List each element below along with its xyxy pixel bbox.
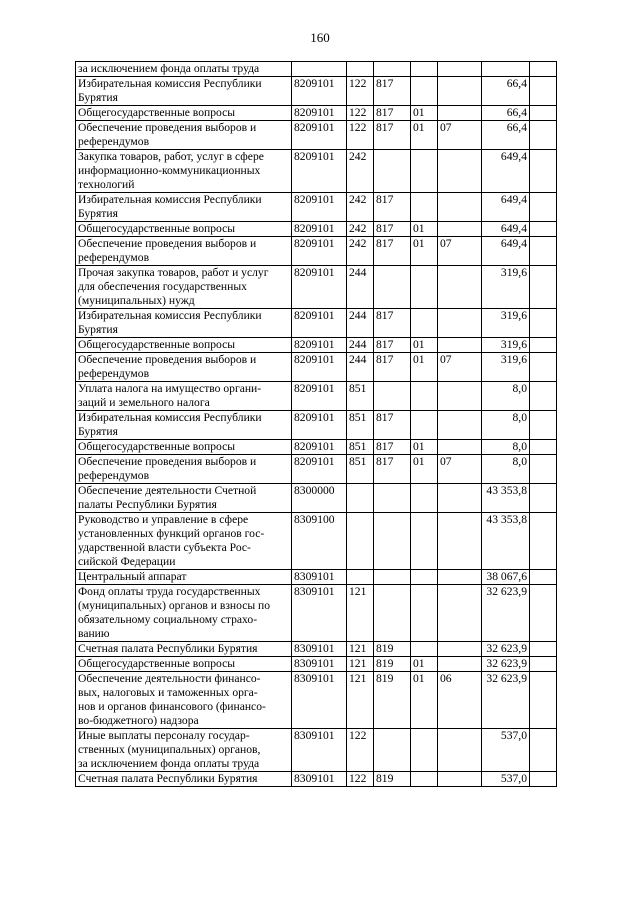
row-csr-cell: 8209101 [292, 150, 347, 193]
row-pr-cell [438, 484, 482, 513]
row-pr-cell: 07 [438, 121, 482, 150]
row-rz-cell [411, 77, 438, 106]
table-row [76, 440, 557, 455]
row-sum-cell: 319,6 [482, 353, 530, 382]
row-name-line: обязательному социальному страхо- [78, 613, 258, 626]
row-rz-cell [411, 642, 438, 657]
row-name-line: Общегосударственные вопросы [78, 222, 236, 235]
row-name-line: Избирательная комиссия Республики [78, 411, 262, 424]
row-rz-cell [411, 193, 438, 222]
row-name-line: референдумов [78, 135, 150, 148]
row-name-line: нов и органов финансового (финансо- [78, 700, 266, 713]
row-name-line: Фонд оплаты труда государственных [78, 585, 261, 598]
row-rz-cell: 01 [411, 222, 438, 237]
row-name-line: Центральный аппарат [78, 570, 187, 583]
row-grbs-cell: 817 [374, 309, 411, 338]
row-extra-cell [530, 729, 557, 772]
row-vr-cell: 244 [347, 266, 374, 309]
table-body [76, 62, 557, 787]
row-name-line: технологий [78, 178, 135, 191]
row-grbs-cell: 819 [374, 672, 411, 729]
row-name-line: Общегосударственные вопросы [78, 106, 236, 119]
row-name-line: Обеспечение проведения выборов и [78, 237, 257, 250]
row-vr-cell: 242 [347, 222, 374, 237]
row-name-cell [76, 222, 292, 237]
row-sum-cell: 32 623,9 [482, 642, 530, 657]
row-grbs-cell [374, 266, 411, 309]
table-row [76, 570, 557, 585]
row-csr-cell: 8209101 [292, 237, 347, 266]
row-name-cell [76, 237, 292, 266]
row-name-line: во-бюджетного) надзора [78, 714, 199, 727]
row-vr-cell: 122 [347, 121, 374, 150]
row-vr-cell: 242 [347, 193, 374, 222]
row-extra-cell [530, 106, 557, 121]
row-csr-cell: 8209101 [292, 121, 347, 150]
row-extra-cell [530, 382, 557, 411]
row-vr-cell [347, 484, 374, 513]
row-name-line: ванию [78, 627, 110, 640]
row-grbs-cell [374, 585, 411, 642]
row-name-cell [76, 585, 292, 642]
row-rz-cell: 01 [411, 440, 438, 455]
row-sum-cell: 319,6 [482, 338, 530, 353]
row-extra-cell [530, 484, 557, 513]
table-row [76, 77, 557, 106]
row-extra-cell [530, 455, 557, 484]
row-csr-cell: 8309101 [292, 672, 347, 729]
row-name-cell [76, 440, 292, 455]
row-name-cell [76, 657, 292, 672]
row-extra-cell [530, 440, 557, 455]
row-name-line: Избирательная комиссия Республики [78, 193, 262, 206]
row-name-line: Уплата налога на имущество органи- [78, 382, 262, 395]
table-row [76, 455, 557, 484]
row-rz-cell [411, 570, 438, 585]
row-csr-cell: 8309101 [292, 772, 347, 787]
row-name-line: информационно-коммуникационных [78, 164, 261, 177]
row-name-cell [76, 570, 292, 585]
row-sum-cell: 32 623,9 [482, 672, 530, 729]
row-name-cell [76, 266, 292, 309]
row-name-cell [76, 106, 292, 121]
row-csr-cell: 8209101 [292, 266, 347, 309]
page-number: 160 [310, 30, 330, 45]
row-csr-cell: 8309101 [292, 657, 347, 672]
row-vr-cell: 122 [347, 729, 374, 772]
row-sum-cell: 66,4 [482, 77, 530, 106]
row-name-cell [76, 77, 292, 106]
row-vr-cell: 851 [347, 455, 374, 484]
row-name-line: (муниципальных) органов и взносы по [78, 599, 271, 612]
row-pr-cell: 06 [438, 672, 482, 729]
row-name-cell [76, 382, 292, 411]
row-csr-cell: 8209101 [292, 193, 347, 222]
row-pr-cell [438, 106, 482, 121]
row-name-line: ственных (муниципальных) органов, [78, 743, 261, 756]
row-name-line: Счетная палата Республики Бурятия [78, 772, 258, 785]
table-row [76, 309, 557, 338]
row-sum-cell: 649,4 [482, 222, 530, 237]
row-csr-cell: 8209101 [292, 455, 347, 484]
row-rz-cell [411, 513, 438, 570]
table-row [76, 222, 557, 237]
row-sum-cell: 537,0 [482, 772, 530, 787]
row-pr-cell [438, 338, 482, 353]
row-extra-cell [530, 513, 557, 570]
row-grbs-cell: 817 [374, 193, 411, 222]
row-vr-cell: 851 [347, 440, 374, 455]
row-name-line: (муниципальных) нужд [78, 294, 195, 307]
table-row [76, 193, 557, 222]
table-row [76, 657, 557, 672]
row-vr-cell: 851 [347, 382, 374, 411]
row-name-line: Общегосударственные вопросы [78, 338, 236, 351]
row-name-line: за исключением фонда оплаты труда [78, 62, 260, 75]
row-vr-cell: 121 [347, 672, 374, 729]
row-grbs-cell [374, 62, 411, 77]
row-name-line: Избирательная комиссия Республики [78, 309, 262, 322]
row-name-cell [76, 193, 292, 222]
row-vr-cell: 242 [347, 237, 374, 266]
row-pr-cell [438, 570, 482, 585]
row-extra-cell [530, 672, 557, 729]
row-extra-cell [530, 411, 557, 440]
row-pr-cell [438, 382, 482, 411]
row-sum-cell: 8,0 [482, 455, 530, 484]
row-pr-cell: 07 [438, 353, 482, 382]
row-pr-cell: 07 [438, 455, 482, 484]
row-extra-cell [530, 585, 557, 642]
row-grbs-cell [374, 729, 411, 772]
row-rz-cell: 01 [411, 455, 438, 484]
row-csr-cell: 8209101 [292, 382, 347, 411]
row-vr-cell [347, 62, 374, 77]
table-row [76, 121, 557, 150]
row-extra-cell [530, 237, 557, 266]
row-name-line: палаты Республики Бурятия [78, 498, 217, 511]
row-extra-cell [530, 570, 557, 585]
row-pr-cell [438, 266, 482, 309]
table-row [76, 382, 557, 411]
table-row [76, 106, 557, 121]
row-vr-cell: 122 [347, 772, 374, 787]
row-name-line: Счетная палата Республики Бурятия [78, 642, 258, 655]
row-sum-cell: 32 623,9 [482, 585, 530, 642]
row-grbs-cell: 817 [374, 237, 411, 266]
row-sum-cell: 319,6 [482, 309, 530, 338]
row-name-line: Обеспечение деятельности финансо- [78, 672, 261, 685]
row-pr-cell [438, 193, 482, 222]
row-extra-cell [530, 353, 557, 382]
row-name-line: Бурятия [78, 207, 118, 220]
row-name-line: референдумов [78, 251, 150, 264]
row-name-line: Обеспечение проведения выборов и [78, 455, 257, 468]
row-pr-cell [438, 411, 482, 440]
row-csr-cell: 8309100 [292, 513, 347, 570]
row-grbs-cell: 817 [374, 455, 411, 484]
row-sum-cell: 649,4 [482, 150, 530, 193]
table-row [76, 237, 557, 266]
budget-table [75, 61, 557, 787]
row-name-cell [76, 411, 292, 440]
row-name-cell [76, 121, 292, 150]
row-grbs-cell: 817 [374, 222, 411, 237]
row-extra-cell [530, 193, 557, 222]
row-name-line: за исключением фонда оплаты труда [78, 757, 260, 770]
row-rz-cell: 01 [411, 121, 438, 150]
row-pr-cell [438, 440, 482, 455]
row-name-line: референдумов [78, 469, 150, 482]
row-name-cell [76, 150, 292, 193]
row-sum-cell: 66,4 [482, 121, 530, 150]
row-name-line: Обеспечение проведения выборов и [78, 353, 257, 366]
row-grbs-cell: 817 [374, 106, 411, 121]
row-pr-cell [438, 222, 482, 237]
row-pr-cell [438, 657, 482, 672]
row-sum-cell: 43 353,8 [482, 484, 530, 513]
row-grbs-cell: 817 [374, 77, 411, 106]
row-grbs-cell [374, 570, 411, 585]
row-rz-cell [411, 484, 438, 513]
row-pr-cell [438, 150, 482, 193]
row-name-cell [76, 772, 292, 787]
row-rz-cell [411, 382, 438, 411]
table-row [76, 266, 557, 309]
row-pr-cell [438, 309, 482, 338]
table-row [76, 772, 557, 787]
row-rz-cell: 01 [411, 338, 438, 353]
table-row [76, 672, 557, 729]
row-grbs-cell: 819 [374, 657, 411, 672]
row-rz-cell: 01 [411, 237, 438, 266]
row-vr-cell: 121 [347, 585, 374, 642]
row-vr-cell: 244 [347, 353, 374, 382]
row-name-line: Закупка товаров, работ, услуг в сфере [78, 150, 264, 163]
row-csr-cell: 8209101 [292, 411, 347, 440]
table-row [76, 411, 557, 440]
row-extra-cell [530, 309, 557, 338]
row-vr-cell: 244 [347, 338, 374, 353]
row-pr-cell [438, 642, 482, 657]
row-rz-cell [411, 585, 438, 642]
row-sum-cell: 649,4 [482, 193, 530, 222]
row-name-line: сийской Федерации [78, 555, 176, 568]
row-sum-cell: 8,0 [482, 411, 530, 440]
row-vr-cell: 122 [347, 77, 374, 106]
row-rz-cell [411, 150, 438, 193]
row-name-line: для обеспечения государственных [78, 280, 247, 293]
row-name-line: вых, налоговых и таможенных орга- [78, 686, 258, 699]
row-rz-cell [411, 729, 438, 772]
row-grbs-cell [374, 150, 411, 193]
row-grbs-cell: 819 [374, 642, 411, 657]
row-sum-cell: 8,0 [482, 382, 530, 411]
row-pr-cell [438, 729, 482, 772]
row-sum-cell: 319,6 [482, 266, 530, 309]
row-vr-cell: 244 [347, 309, 374, 338]
row-rz-cell: 01 [411, 672, 438, 729]
row-pr-cell: 07 [438, 237, 482, 266]
row-extra-cell [530, 338, 557, 353]
row-extra-cell [530, 266, 557, 309]
row-grbs-cell: 817 [374, 121, 411, 150]
row-rz-cell [411, 62, 438, 77]
row-grbs-cell [374, 484, 411, 513]
row-pr-cell [438, 772, 482, 787]
row-vr-cell: 122 [347, 106, 374, 121]
row-name-line: Бурятия [78, 323, 118, 336]
table-row [76, 150, 557, 193]
row-sum-cell: 43 353,8 [482, 513, 530, 570]
row-pr-cell [438, 77, 482, 106]
row-name-line: Бурятия [78, 425, 118, 438]
row-vr-cell: 121 [347, 642, 374, 657]
row-vr-cell [347, 570, 374, 585]
row-pr-cell [438, 513, 482, 570]
row-sum-cell: 649,4 [482, 237, 530, 266]
row-name-cell [76, 338, 292, 353]
row-vr-cell: 851 [347, 411, 374, 440]
row-rz-cell [411, 309, 438, 338]
row-csr-cell: 8309101 [292, 729, 347, 772]
row-extra-cell [530, 62, 557, 77]
row-name-cell [76, 642, 292, 657]
row-extra-cell [530, 222, 557, 237]
row-pr-cell [438, 585, 482, 642]
row-extra-cell [530, 657, 557, 672]
row-extra-cell [530, 150, 557, 193]
table-row [76, 338, 557, 353]
table-row [76, 353, 557, 382]
row-vr-cell [347, 513, 374, 570]
table-row [76, 585, 557, 642]
row-name-line: ударственной власти субъекта Рос- [78, 541, 251, 554]
row-extra-cell [530, 77, 557, 106]
row-rz-cell [411, 266, 438, 309]
row-grbs-cell [374, 513, 411, 570]
row-grbs-cell: 817 [374, 411, 411, 440]
row-name-cell [76, 513, 292, 570]
table-row [76, 642, 557, 657]
row-csr-cell: 8209101 [292, 77, 347, 106]
row-csr-cell: 8209101 [292, 338, 347, 353]
row-csr-cell: 8309101 [292, 642, 347, 657]
row-csr-cell: 8209101 [292, 222, 347, 237]
row-name-line: референдумов [78, 367, 150, 380]
row-name-cell [76, 353, 292, 382]
row-extra-cell [530, 772, 557, 787]
row-csr-cell [292, 62, 347, 77]
row-rz-cell: 01 [411, 657, 438, 672]
table-row [76, 484, 557, 513]
row-extra-cell [530, 121, 557, 150]
row-name-cell [76, 484, 292, 513]
row-csr-cell: 8209101 [292, 106, 347, 121]
row-sum-cell: 8,0 [482, 440, 530, 455]
row-grbs-cell: 817 [374, 440, 411, 455]
row-rz-cell: 01 [411, 353, 438, 382]
row-name-line: Прочая закупка товаров, работ и услуг [78, 266, 269, 279]
row-sum-cell [482, 62, 530, 77]
table-row [76, 729, 557, 772]
row-csr-cell: 8309101 [292, 585, 347, 642]
table-row [76, 62, 557, 77]
row-grbs-cell: 819 [374, 772, 411, 787]
row-sum-cell: 537,0 [482, 729, 530, 772]
table-row [76, 513, 557, 570]
row-name-line: Бурятия [78, 91, 118, 104]
row-name-line: Обеспечение проведения выборов и [78, 121, 257, 134]
row-csr-cell: 8209101 [292, 440, 347, 455]
row-name-line: заций и земельного налога [78, 396, 210, 409]
row-name-line: Обеспечение деятельности Счетной [78, 484, 257, 497]
row-grbs-cell [374, 382, 411, 411]
row-pr-cell [438, 62, 482, 77]
row-vr-cell: 121 [347, 657, 374, 672]
row-name-line: установленных функций органов гос- [78, 527, 265, 540]
row-sum-cell: 32 623,9 [482, 657, 530, 672]
row-csr-cell: 8209101 [292, 309, 347, 338]
row-csr-cell: 8300000 [292, 484, 347, 513]
row-rz-cell [411, 772, 438, 787]
row-name-cell [76, 62, 292, 77]
row-csr-cell: 8309101 [292, 570, 347, 585]
row-name-line: Иные выплаты персоналу государ- [78, 729, 250, 742]
row-name-cell [76, 309, 292, 338]
row-name-line: Избирательная комиссия Республики [78, 77, 262, 90]
row-grbs-cell: 817 [374, 338, 411, 353]
row-grbs-cell: 817 [374, 353, 411, 382]
row-name-line: Общегосударственные вопросы [78, 440, 236, 453]
row-vr-cell: 242 [347, 150, 374, 193]
row-name-cell [76, 729, 292, 772]
row-sum-cell: 38 067,6 [482, 570, 530, 585]
row-name-cell [76, 672, 292, 729]
row-extra-cell [530, 642, 557, 657]
row-name-line: Общегосударственные вопросы [78, 657, 236, 670]
row-rz-cell: 01 [411, 106, 438, 121]
row-csr-cell: 8209101 [292, 353, 347, 382]
row-name-cell [76, 455, 292, 484]
row-sum-cell: 66,4 [482, 106, 530, 121]
row-name-line: Руководство и управление в сфере [78, 513, 249, 526]
row-rz-cell [411, 411, 438, 440]
